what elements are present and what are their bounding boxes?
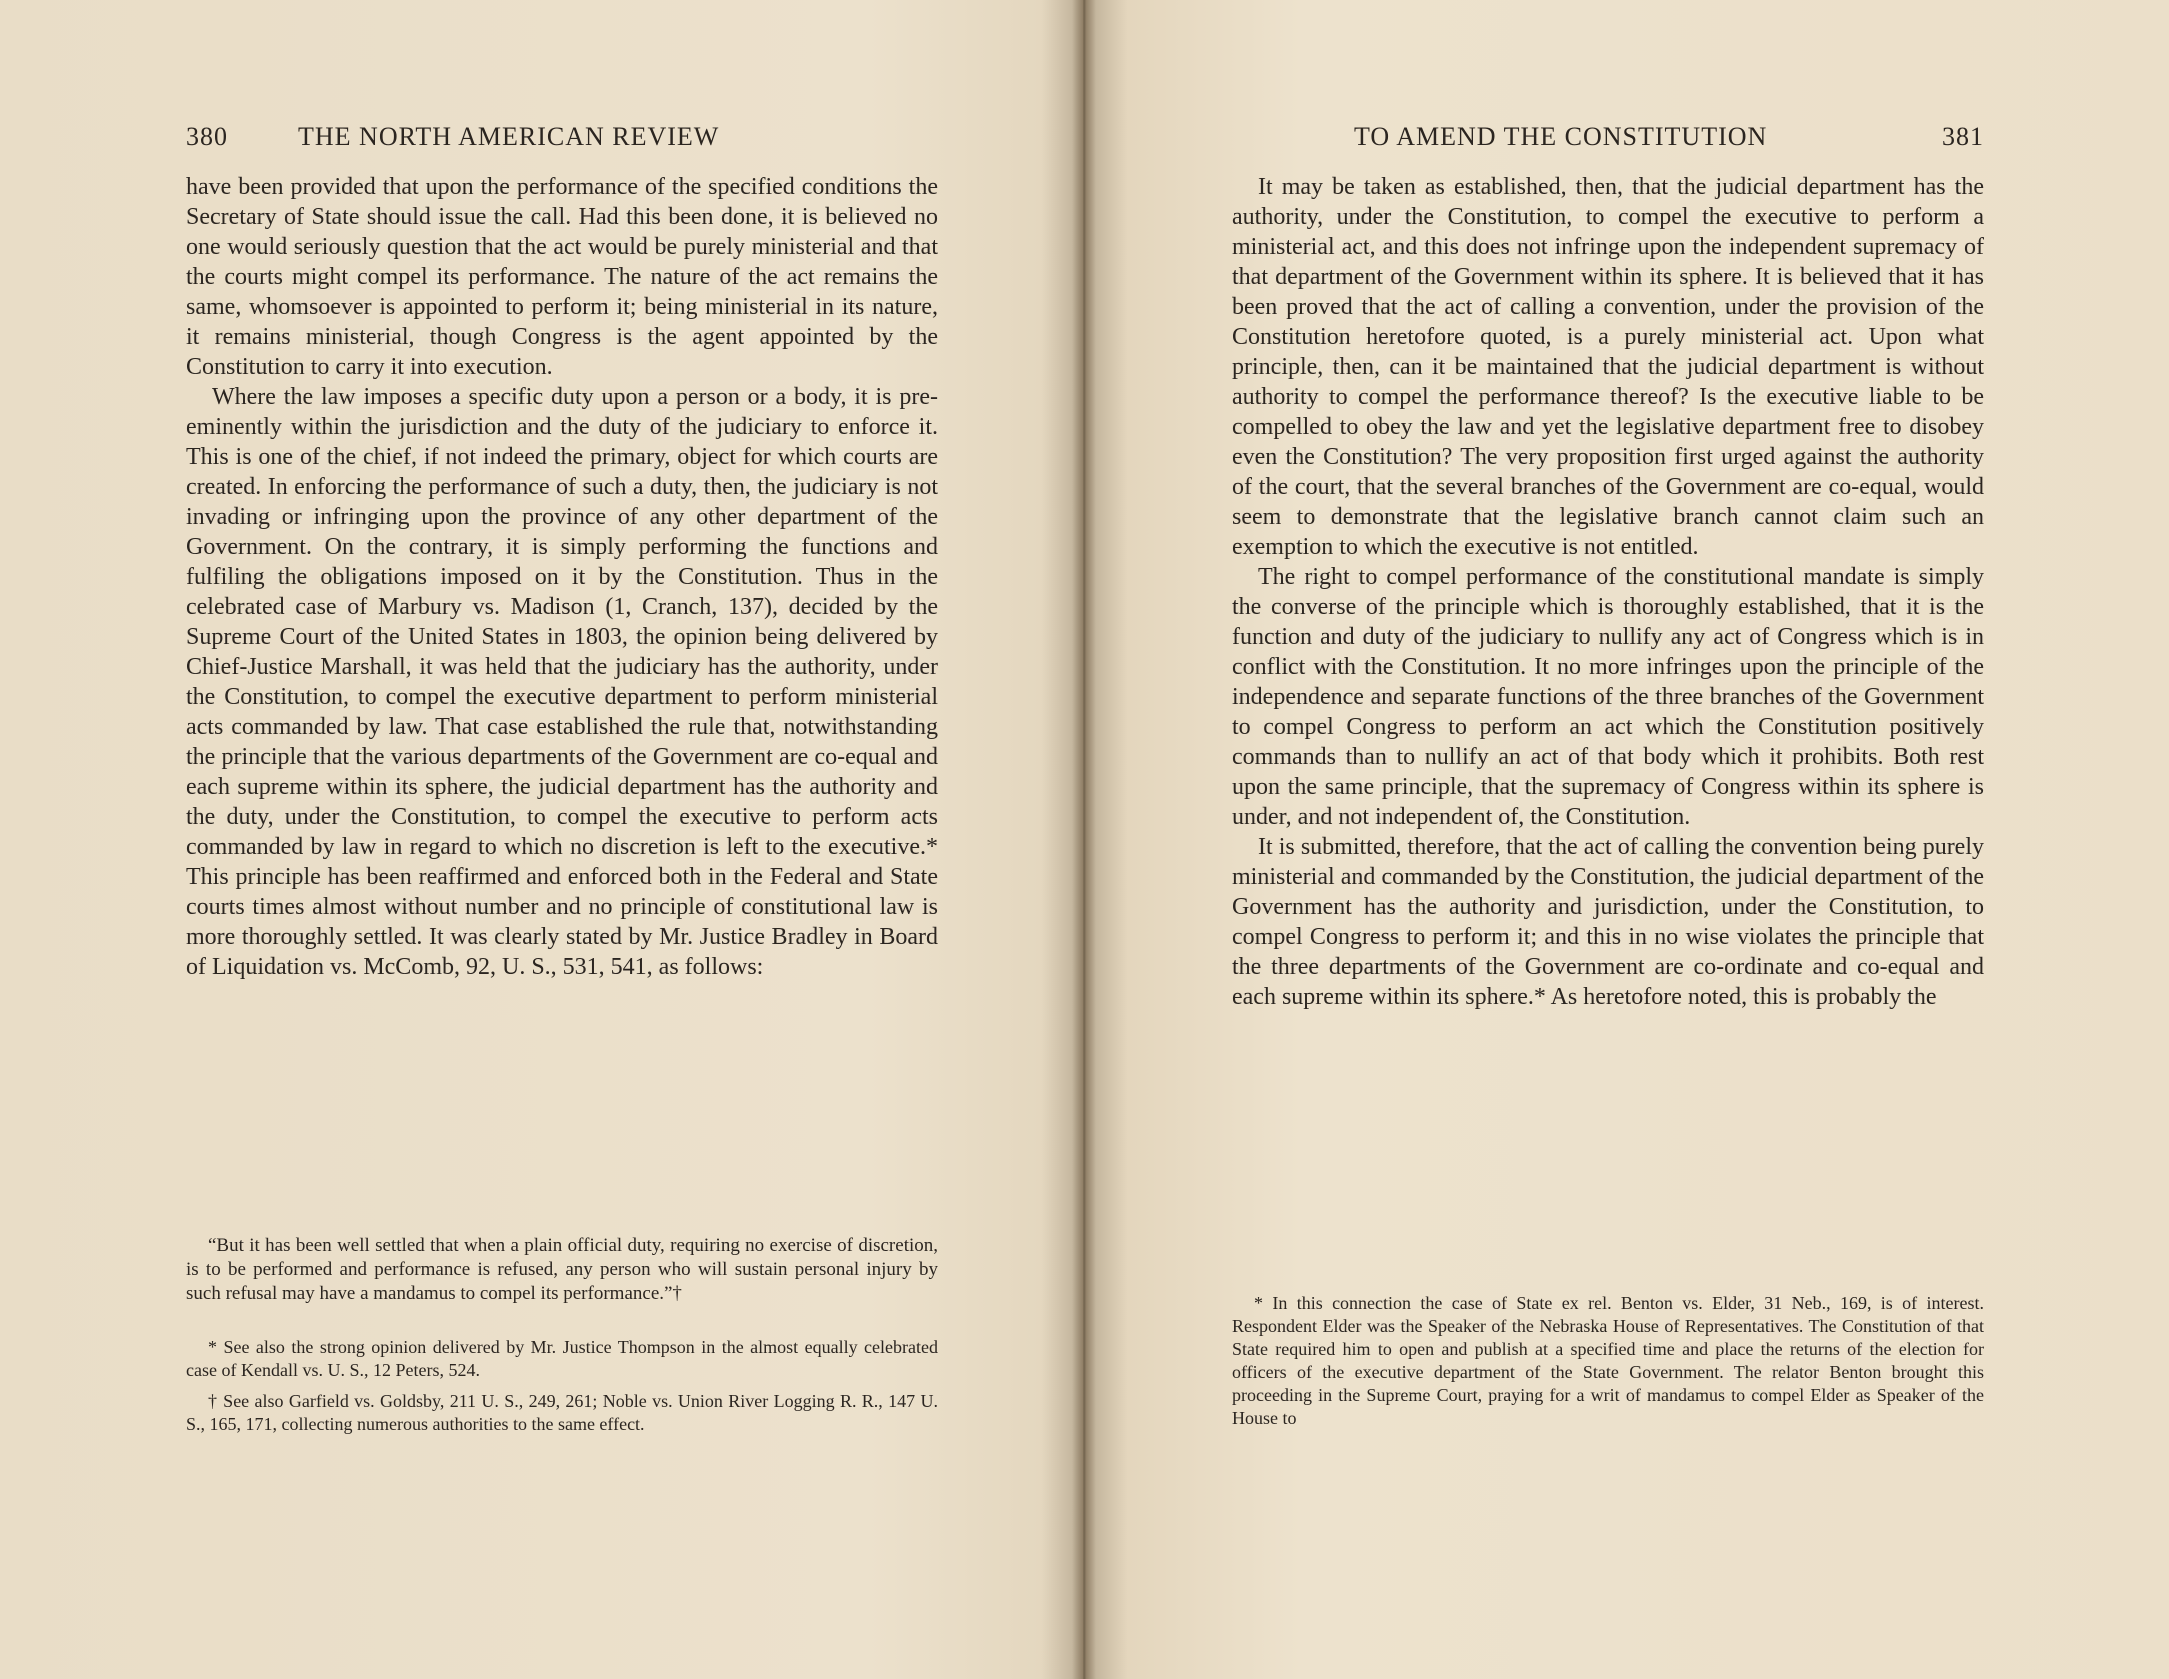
right-page-body bbox=[1232, 172, 1984, 1012]
right-paragraph-3: It is submitted, therefore, that the act of calling the convention being purely ministerial and commanded by the Constitution, the judicial department of the Government has the authority and jurisdiction, under the Constitution, to compel Congress to perform it; and this in no wise violates the principle that the three departments of the Government are co-ordinate and co-equal and each supreme within its sphere.* As heretofore noted, this is probably the bbox=[1232, 834, 1984, 1010]
quotation-text: “But it has been well settled that when a plain official duty, requiring no exercise of discretion, is to be performed and performance is refused, any person who will sustain personal injury by such refusal may have a mandamus to compel its performance.”† bbox=[186, 1235, 938, 1304]
book-gutter bbox=[1072, 0, 1096, 1679]
left-running-title: THE NORTH AMERICAN REVIEW bbox=[298, 122, 720, 151]
right-page-header bbox=[1232, 122, 1984, 162]
left-paragraph-1: have been provided that upon the performance of the specified conditions the Secretary of State should issue the call. Had this been done, it is believed no one would seriously question that the act would be purely ministerial and that the courts might compel its performance. The nature of the act remains the same, whomsoever is appointed to perform it; being ministerial in its nature, it remains ministerial, though Congress is the agent appointed by the Constitution to carry it into execution. bbox=[186, 174, 938, 380]
right-footnote-1: * In this connection the case of State ex rel. Benton vs. Elder, 31 Neb., 169, is of interest. Respondent Elder was the Speaker of the Nebraska House of Representatives. The Constitution of that State required him to open and publish at a specified time and place the returns of the election for officers of the executive department of the State Government. The relator Benton brought this proceeding in the Supreme Court, praying for a writ of mandamus to compel Elder as Speaker of the House to bbox=[1232, 1293, 1984, 1428]
left-page-body bbox=[186, 172, 938, 982]
right-page-number: 381 bbox=[1942, 122, 1984, 151]
left-footnotes bbox=[186, 1336, 938, 1444]
left-paragraph-2: Where the law imposes a specific duty upon a person or a body, it is pre-eminently within the jurisdiction and the duty of the judiciary to enforce it. This is one of the chief, if not indeed the primary, object for which courts are created. In enforcing the performance of such a duty, then, the judiciary is not invading or infringing upon the province of any other department of the Government. On the contrary, it is simply performing the functions and fulfiling the obligations imposed on it by the Constitution. Thus in the celebrated case of Marbury vs. Madison (1, Cranch, 137), decided by the Supreme Court of the United States in 1803, the opinion being delivered by Chief-Justice Marshall, it was held that the judiciary has the authority, under the Constitution, to compel the executive department to perform ministerial acts commanded by law. That case established the rule that, notwithstanding the principle that the various departments of the Government are co-equal and each supreme within its sphere, the judicial department has the authority and the duty, under the Constitution, to compel the executive to perform acts commanded by law in regard to which no discretion is left to the executive.* This principle has been reaffirmed and enforced both in the Federal and State courts times almost without number and no principle of constitutional law is more thoroughly settled. It was clearly stated by Mr. Justice Bradley in Board of Liquidation vs. McComb, 92, U. S., 531, 541, as follows: bbox=[186, 384, 938, 980]
right-paragraph-1: It may be taken as established, then, that the judicial department has the authority, under the Constitution, to compel the executive to perform a ministerial act, and this does not infringe upon the independent supremacy of that department of the Government within its sphere. It is believed that it has been proved that the act of calling a convention, under the provision of the Constitution heretofore quoted, is a purely ministerial act. Upon what principle, then, can it be maintained that the judicial department is without authority to compel the performance thereof? Is the executive liable to be compelled to obey the law and yet the legislative department free to disobey even the Constitution? The very proposition first urged against the authority of the court, that the several branches of the Government are co-equal, would seem to demonstrate that the legislative branch cannot claim such an exemption to which the executive is not entitled. bbox=[1232, 174, 1984, 560]
right-footnotes bbox=[1232, 1292, 1984, 1438]
right-paragraph-2: The right to compel performance of the constitutional mandate is simply the converse of the principle which is thoroughly established, that it is the function and duty of the judiciary to nullify any act of Congress which is in conflict with the Constitution. It no more infringes upon the principle of the independence and separate functions of the three branches of the Government to compel Congress to perform an act which the Constitution positively commands than to nullify an act of that body which it prohibits. Both rest upon the same principle, that the supremacy of Congress within its sphere is under, and not independent of, the Constitution. bbox=[1232, 564, 1984, 830]
right-running-title: TO AMEND THE CONSTITUTION bbox=[1354, 122, 1768, 151]
left-page-header bbox=[186, 122, 938, 162]
left-footnote-1: * See also the strong opinion delivered by Mr. Justice Thompson in the almost equally celebrated case of Kendall vs. U. S., 12 Peters, 524. bbox=[186, 1337, 938, 1380]
left-page-number: 380 bbox=[186, 122, 228, 151]
left-footnote-2: † See also Garfield vs. Goldsby, 211 U. S., 249, 261; Noble vs. Union River Logging R. R., 147 U. S., 165, 171, collecting numerous authorities to the same effect. bbox=[186, 1391, 938, 1434]
left-block-quotation bbox=[186, 1234, 938, 1314]
